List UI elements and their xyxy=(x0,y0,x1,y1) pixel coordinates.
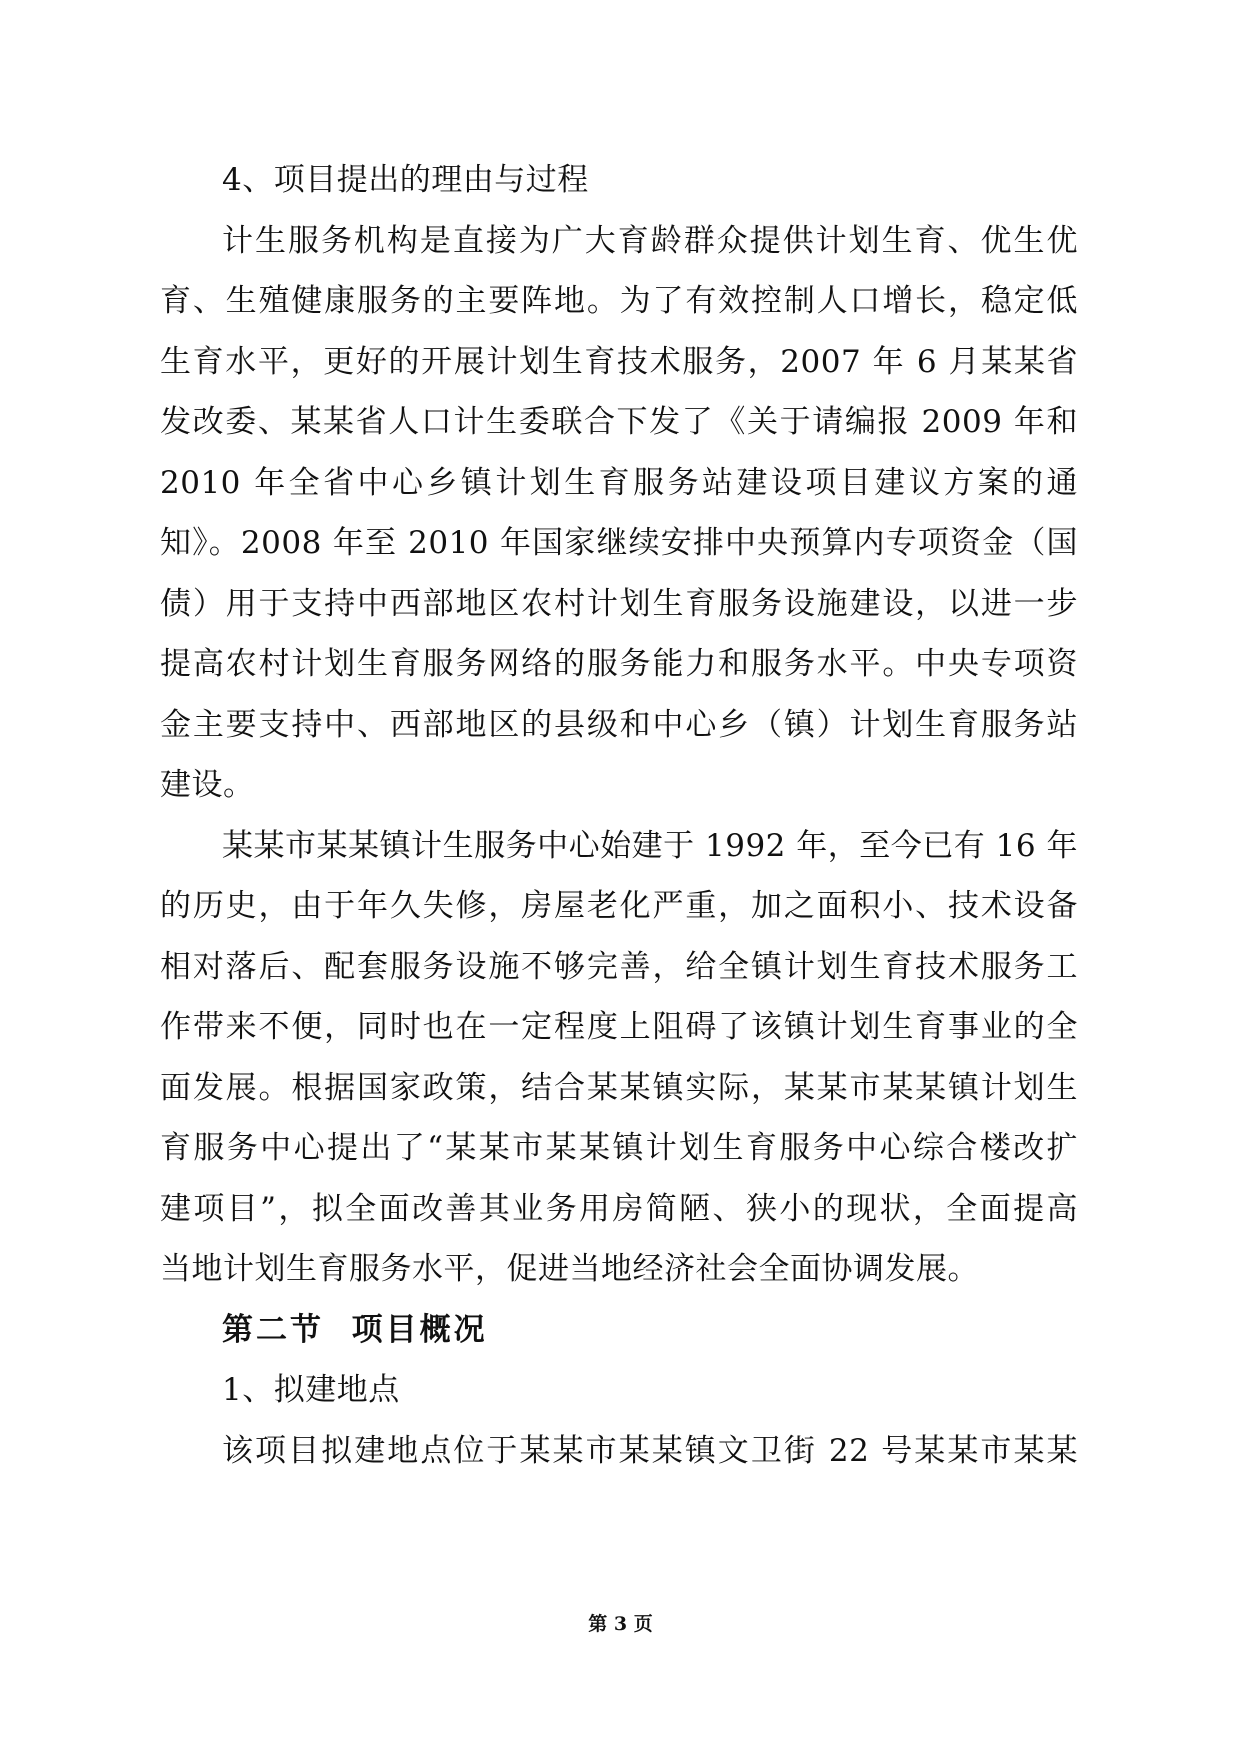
paragraph-line: 发改委、某某省人口计生委联合下发了《关于请编报 2009 年和 xyxy=(160,404,1078,440)
subsection-heading: 1、拟建地点 xyxy=(222,1372,400,1408)
paragraph-line: 相对落后、配套服务设施不够完善，给全镇计划生育技术服务工 xyxy=(160,948,1078,985)
section-title: 第二节 项目概况 xyxy=(222,1311,488,1348)
paragraph-line: 当地计划生育服务水平，促进当地经济社会全面协调发展。 xyxy=(160,1251,979,1287)
paragraph-line: 育、生殖健康服务的主要阵地。为了有效控制人口增长，稳定低 xyxy=(160,283,1078,319)
page-body xyxy=(160,150,1078,1481)
paragraph-line: 育服务中心提出了“某某市某某镇计划生育服务中心综合楼改扩 xyxy=(160,1130,1078,1166)
page-number: 第 3 页 xyxy=(588,1613,653,1635)
paragraph-line: 建项目”，拟全面改善其业务用房简陋、狭小的现状，全面提高 xyxy=(160,1190,1078,1227)
paragraph-line: 某某市某某镇计生服务中心始建于 1992 年，至今已有 16 年 xyxy=(222,827,1078,864)
paragraph-line: 2010 年全省中心乡镇计划生育服务站建设项目建议方案的通 xyxy=(160,464,1078,501)
section-heading: 4、项目提出的理由与过程 xyxy=(222,162,589,198)
paragraph-line: 金主要支持中、西部地区的县级和中心乡（镇）计划生育服务站 xyxy=(160,706,1078,743)
paragraph-line: 生育水平，更好的开展计划生育技术服务，2007 年 6 月某某省 xyxy=(160,343,1078,380)
paragraph-line: 债）用于支持中西部地区农村计划生育服务设施建设，以进一步 xyxy=(160,585,1078,622)
paragraph-line: 该项目拟建地点位于某某市某某镇文卫街 22 号某某市某某 xyxy=(222,1432,1078,1469)
paragraph-line: 的历史，由于年久失修，房屋老化严重，加之面积小、技术设备 xyxy=(160,888,1078,924)
paragraph-line: 面发展。根据国家政策，结合某某镇实际，某某市某某镇计划生 xyxy=(160,1069,1078,1106)
paragraph-line: 提高农村计划生育服务网络的服务能力和服务水平。中央专项资 xyxy=(160,646,1078,682)
paragraph-line: 知》。2008 年至 2010 年国家继续安排中央预算内专项资金（国 xyxy=(160,525,1078,561)
paragraph-line: 计生服务机构是直接为广大育龄群众提供计划生育、优生优 xyxy=(222,222,1078,259)
paragraph-line: 建设。 xyxy=(160,767,255,803)
paragraph-line: 作带来不便，同时也在一定程度上阻碍了该镇计划生育事业的全 xyxy=(160,1009,1078,1045)
